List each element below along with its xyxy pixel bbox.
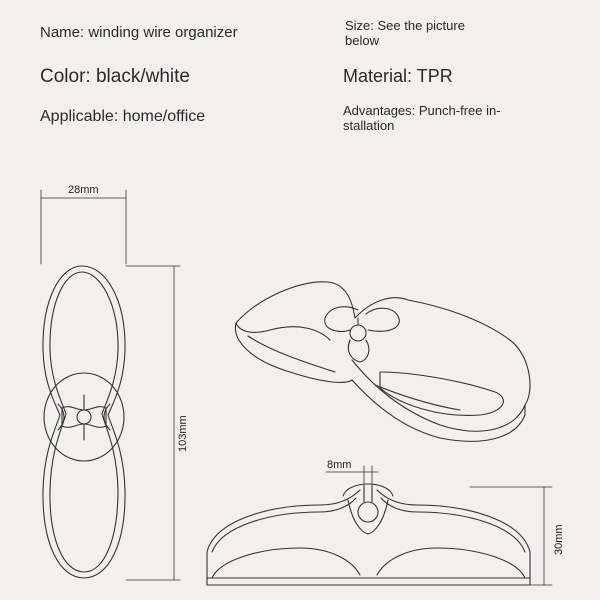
- spec-name: Name: winding wire organizer: [40, 24, 238, 41]
- dimension-width-lines: [41, 190, 126, 264]
- spec-size-line1: Size: See the picture: [345, 18, 465, 33]
- spec-advantages-line1: Advantages: Punch-free in-: [343, 103, 501, 118]
- dimension-slot-label: 8mm: [327, 459, 352, 471]
- dimension-height-label: 30mm: [553, 524, 565, 555]
- dimension-width-label: 28mm: [68, 184, 99, 196]
- perspective-view-outline: [235, 282, 530, 441]
- spec-applicable: Applicable: home/office: [40, 108, 206, 125]
- dimension-height-lines: [470, 487, 552, 585]
- spec-material: Material: TPR: [343, 66, 453, 86]
- dimension-length-label: 103mm: [177, 415, 189, 452]
- spec-advantages-line2: stallation: [343, 118, 395, 133]
- spec-color: Color: black/white: [40, 66, 190, 87]
- front-view-outline: [207, 484, 530, 585]
- spec-size-line2: below: [345, 33, 379, 48]
- dimension-slot-lines: [326, 466, 378, 500]
- dimension-length-lines: [126, 266, 180, 580]
- top-view-outline: [43, 266, 125, 578]
